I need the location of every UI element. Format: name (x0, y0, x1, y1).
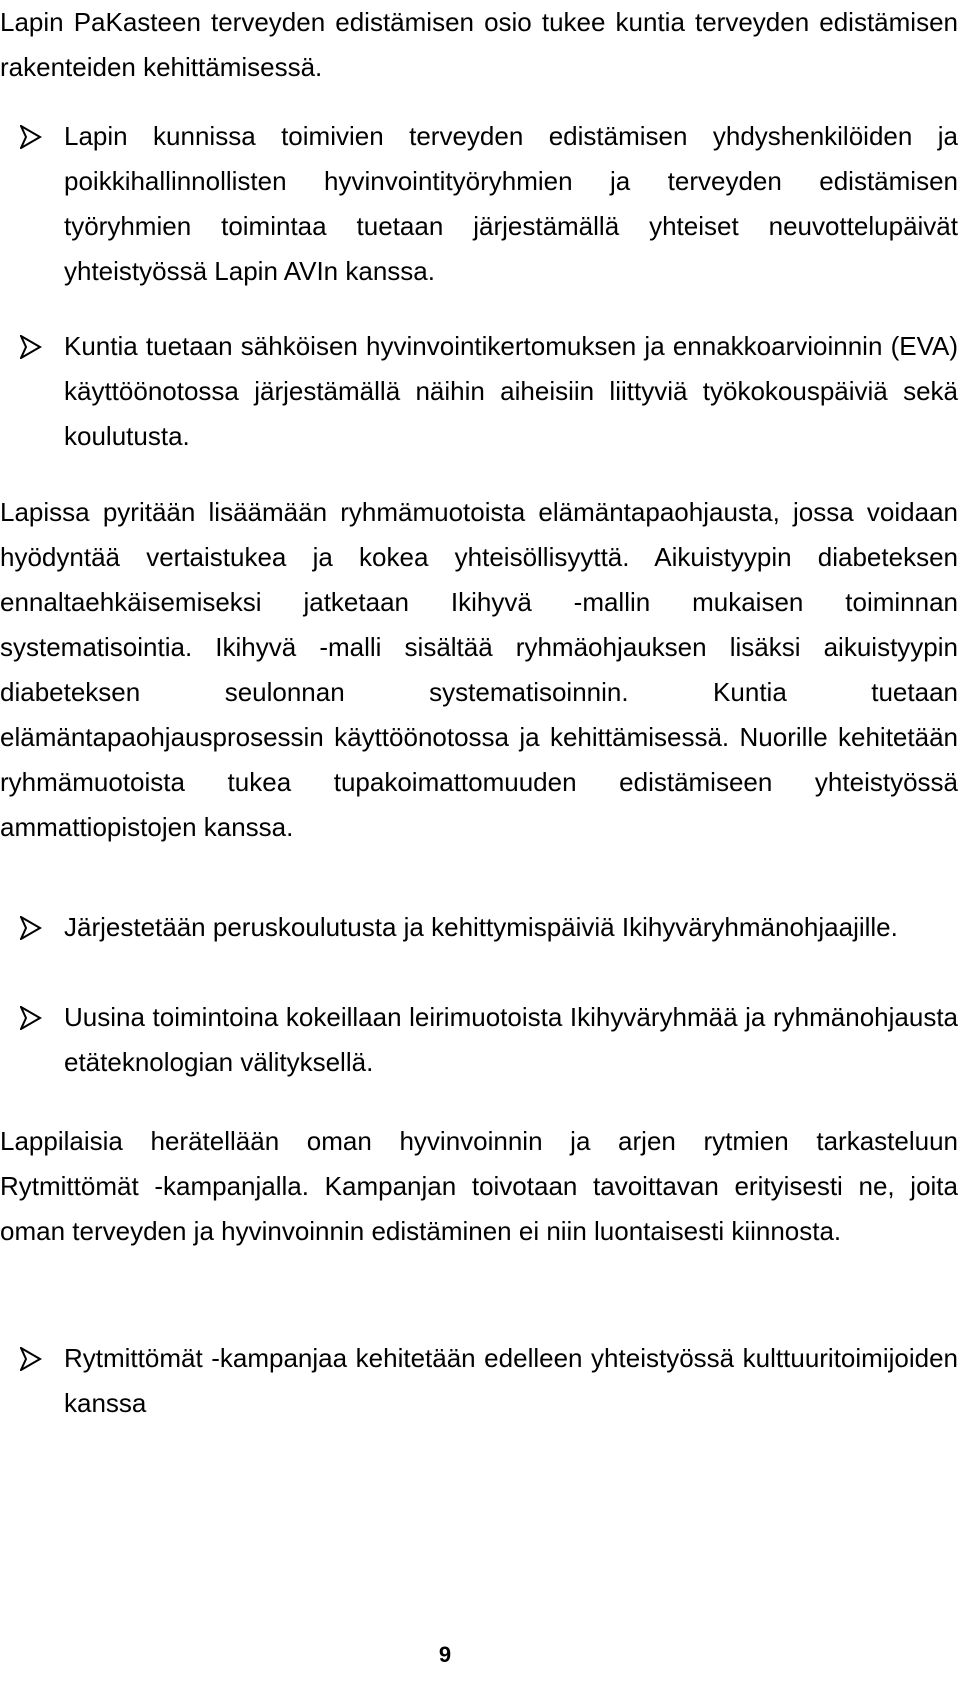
bullet-item-2 (20, 324, 958, 459)
arrowhead-bullet-icon (20, 905, 64, 950)
bullet-text: Lapin kunnissa toimivien terveyden edistämisen yhdyshenkilöiden ja poikkihallinnollisten hyvinvointityöryhmien ja terveyden edistämisen työryhmien toimintaa tuetaan järjestämällä yhteiset neuvottelupäivät yhteistyössä Lapin AVIn kanssa. (64, 121, 958, 286)
bullet-text: Järjestetään peruskoulutusta ja kehittymispäiviä Ikihyväryhmänohjaajille. (64, 912, 898, 942)
bullet-text: Kuntia tuetaan sähköisen hyvinvointikertomuksen ja ennakkoarvioinnin (EVA) käyttöönotossa järjestämällä näihin aiheisiin liittyviä työkokouspäiviä sekä koulutusta. (64, 331, 958, 451)
intro-paragraph: Lapin PaKasteen terveyden edistämisen osio tukee kuntia terveyden edistämisen rakenteiden kehittämisessä. (0, 7, 958, 82)
bullet-item-4 (20, 995, 958, 1085)
bullet-item-1 (20, 114, 958, 294)
paragraph-elamantapaohjaus: Lapissa pyritään lisäämään ryhmämuotoista elämäntapaohjausta, jossa voidaan hyödyntää vertaistukea ja kokea yhteisöllisyyttä. Aikuistyypin diabeteksen ennaltaehkäisemiseksi jatketaan Ikihyvä -mallin mukaisen toiminnan systematisointia. Ikihyvä -malli sisältää ryhmäohjauksen lisäksi aikuistyypin diabeteksen seulonnan systematisoinnin. Kuntia tuetaan elämäntapaohjausprosessin käyttöönotossa ja kehittämisessä. Nuorille kehitetään ryhmämuotoista tukea tupakoimattomuuden edistämiseen yhteistyössä ammattiopistojen kanssa. (0, 497, 958, 842)
arrowhead-bullet-icon (20, 114, 64, 159)
arrowhead-bullet-icon (20, 324, 64, 369)
arrowhead-bullet-icon (20, 995, 64, 1040)
paragraph-rytmittomat: Lappilaisia herätellään oman hyvinvoinnin ja arjen rytmien tarkasteluun Rytmittömät -kampanjalla. Kampanjan toivotaan tavoittavan erityisesti ne, joita oman terveyden ja hyvinvoinnin edistäminen ei niin luontaisesti kiinnosta. (0, 1126, 958, 1246)
bullet-item-3 (20, 905, 958, 950)
arrowhead-bullet-icon (20, 1336, 64, 1381)
page-number: 9 (438, 1642, 452, 1667)
bullet-item-5 (20, 1336, 958, 1426)
bullet-text: Uusina toimintoina kokeillaan leirimuotoista Ikihyväryhmää ja ryhmänohjausta etäteknologian välityksellä. (64, 1002, 958, 1077)
bullet-text: Rytmittömät -kampanjaa kehitetään edelleen yhteistyössä kulttuuritoimijoiden kanssa (64, 1343, 958, 1418)
